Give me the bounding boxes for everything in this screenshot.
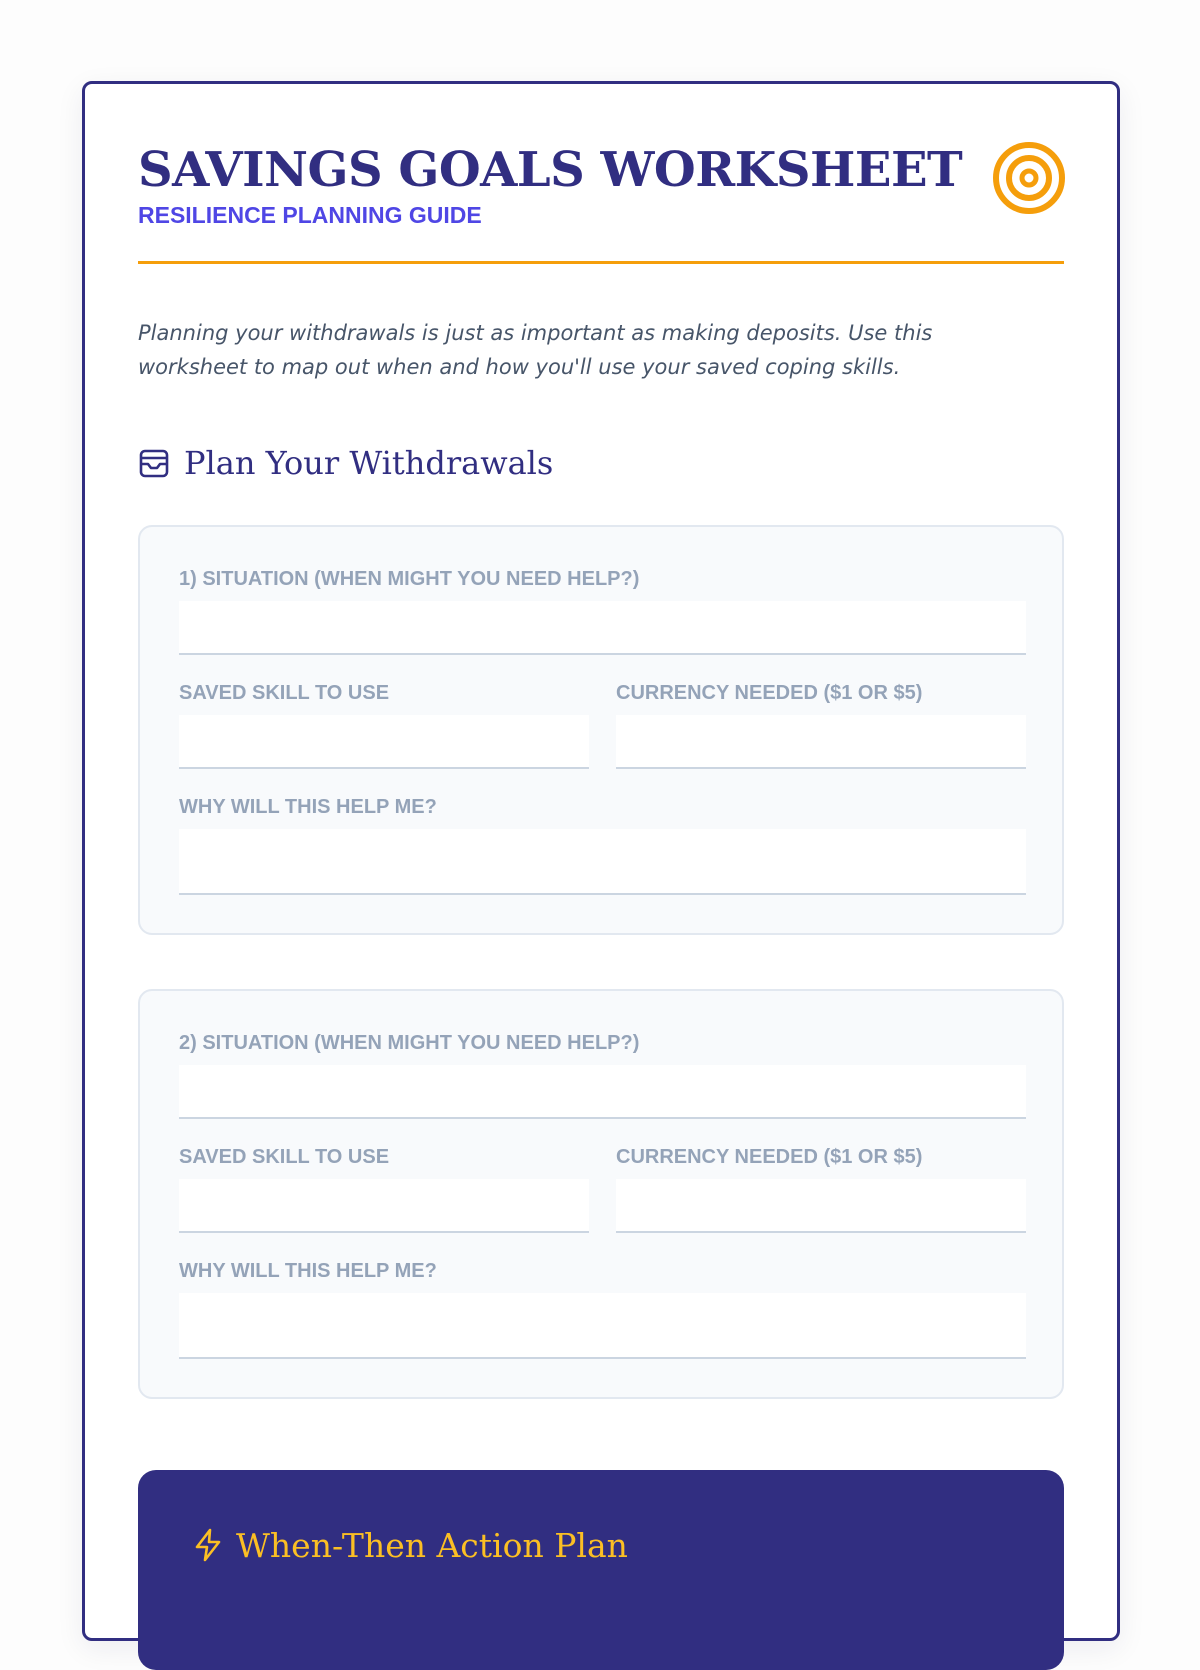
worksheet-content	[138, 84, 1064, 1565]
currency-needed-label: CURRENCY NEEDED ($1 OR $5)	[616, 1146, 923, 1168]
worksheet-header	[138, 84, 1064, 264]
why-help-input[interactable]	[179, 1293, 1026, 1359]
lightning-icon	[192, 1528, 224, 1562]
worksheet-card	[82, 81, 1120, 1641]
situation-input[interactable]	[179, 601, 1026, 655]
why-help-label: WHY WILL THIS HELP ME?	[179, 1260, 437, 1282]
saved-skill-input[interactable]	[179, 1179, 589, 1233]
section-heading	[138, 440, 553, 486]
section-title: Plan Your Withdrawals	[184, 444, 554, 482]
currency-needed-label: CURRENCY NEEDED ($1 OR $5)	[616, 682, 923, 704]
saved-skill-label: SAVED SKILL TO USE	[179, 682, 390, 704]
situation-label: 2) SITUATION (WHEN MIGHT YOU NEED HELP?)	[179, 1032, 640, 1054]
wallet-icon	[138, 447, 170, 479]
page-subtitle: RESILIENCE PLANNING GUIDE	[138, 202, 482, 228]
intro-text: Planning your withdrawals is just as important as making deposits. Use this worksheet to map out when and how you'll use your saved coping skills.	[138, 321, 933, 379]
currency-needed-input[interactable]	[616, 1179, 1026, 1233]
withdrawal-entry	[138, 525, 1064, 935]
withdrawal-entry	[138, 989, 1064, 1399]
saved-skill-input[interactable]	[179, 715, 589, 769]
situation-input[interactable]	[179, 1065, 1026, 1119]
action-plan-heading	[192, 1520, 628, 1570]
page-title: SAVINGS GOALS WORKSHEET	[138, 142, 963, 198]
action-plan-title: When-Then Action Plan	[236, 1525, 628, 1565]
situation-label: 1) SITUATION (WHEN MIGHT YOU NEED HELP?)	[179, 568, 640, 590]
saved-skill-label: SAVED SKILL TO USE	[179, 1146, 390, 1168]
why-help-label: WHY WILL THIS HELP ME?	[179, 796, 437, 818]
action-plan-panel	[138, 1470, 1064, 1670]
currency-needed-input[interactable]	[616, 715, 1026, 769]
target-icon	[991, 140, 1067, 216]
why-help-input[interactable]	[179, 829, 1026, 895]
